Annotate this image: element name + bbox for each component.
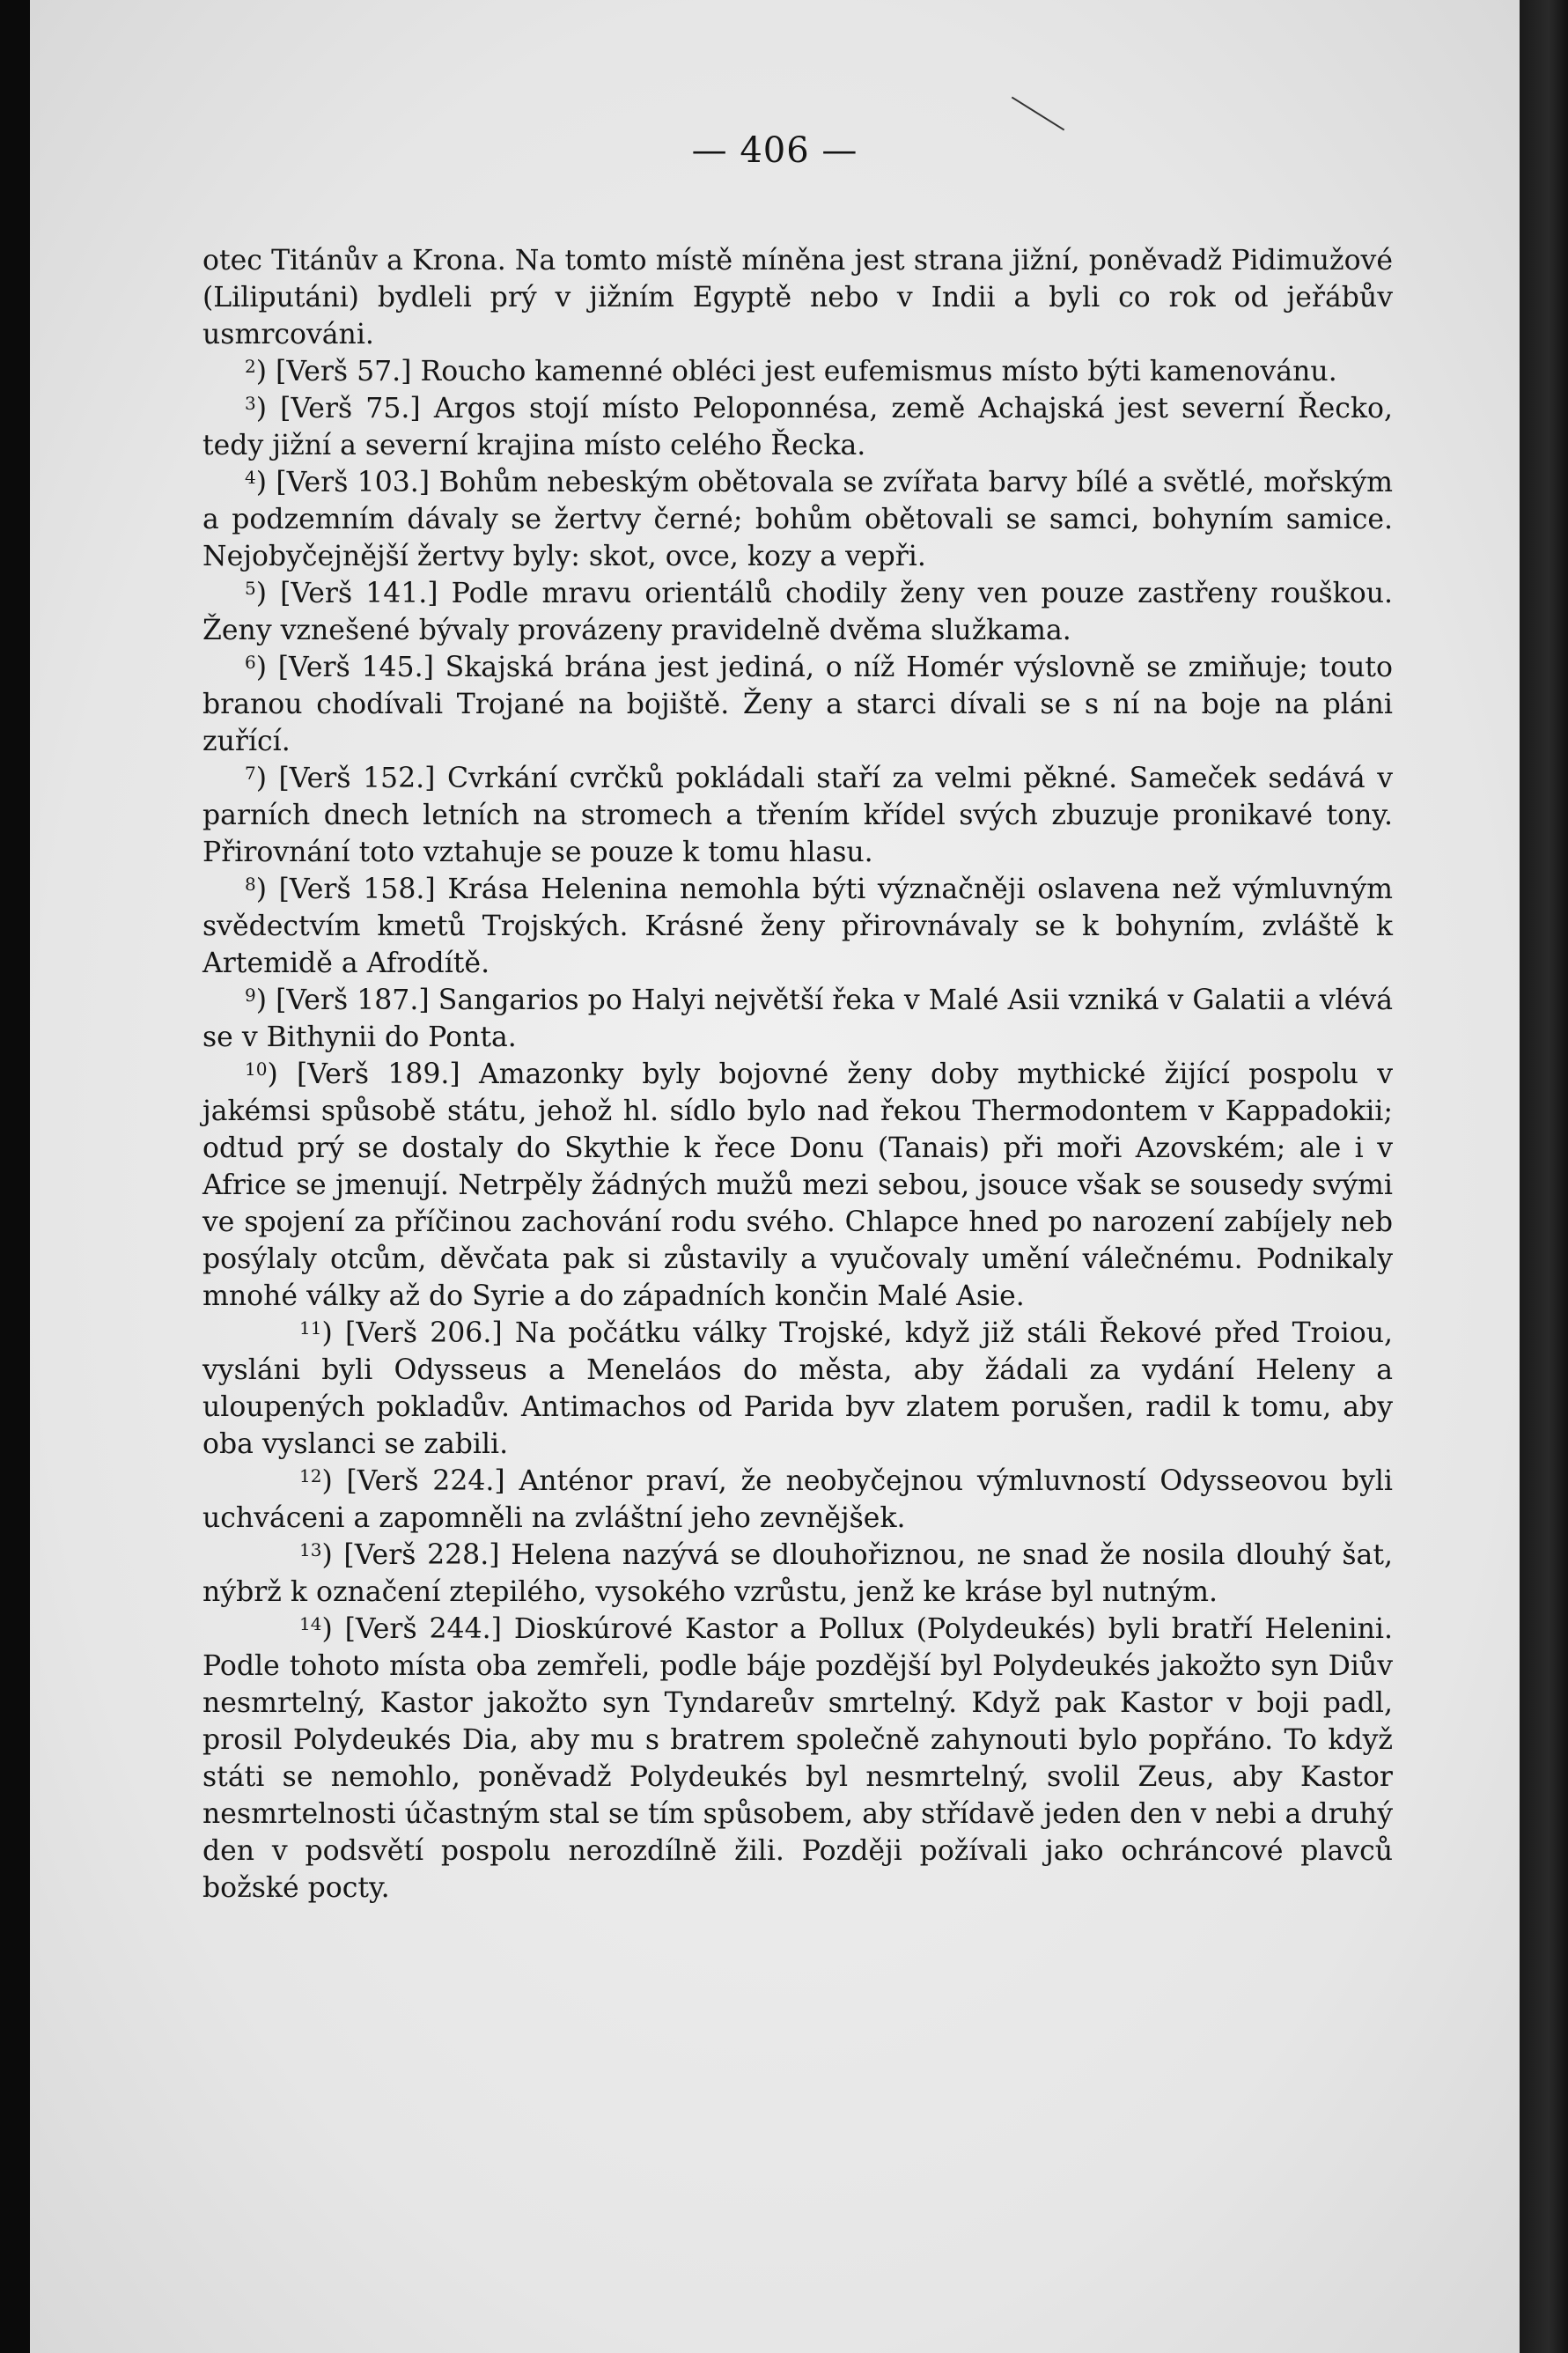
- scan-right-border: [1520, 0, 1568, 2353]
- footnote-text: Roucho kamenné obléci jest eufemismus místo býti kamenovánu.: [420, 356, 1337, 387]
- footnote-marker: 5: [245, 578, 256, 599]
- verse-ref: [Verš 103.]: [276, 467, 431, 498]
- footnote-10: $^{10}$) [Verš 189.] Amazonky byly bojovné ženy doby mythické žijící pospolu v jakémsi spůsobě státu, jehož hl. sídlo bylo nad řekou Thermodontem v Kappadokii; odtud prý se dostaly do Skythie k řece Donu (Tanais) při moři Azovském; ale i v Africe se jmenují. Netrpěly žádných mužů mezi sebou, jsouce však se sousedy svými ve spojení za příčinou zachování rodu svého. Chlapce hned po narození zabíjely neb posýlaly otcům, děvčata pak si zůstavily a vyučovaly umění válečnému. Podnikaly mnohé války až do Syrie a do západních končin Malé Asie.: [202, 1058, 1393, 1312]
- footnote-4: $^4$) [Verš 103.] Bohům nebeským obětovala se zvířata barvy bílé a světlé, mořským a podzemním dávaly se žertvy černé; bohům obětovali se samci, bohyním samice. Nejobyčejnější žertvy byly: skot, ovce, kozy a vepři.: [202, 467, 1393, 572]
- footnote-9: $^9$) [Verš 187.] Sangarios po Halyi největší řeka v Malé Asii vzniká v Galatii a vlévá se v Bithynii do Ponta.: [202, 985, 1393, 1053]
- footnote-text: Na počátku války Trojské, když již stáli Řekové před Troiou, vysláni byli Odysseus a Meneláos do města, aby žádali za vydání Heleny a uloupených pokladův. Antimachos od Parida byv zlatem porušen, radil k tomu, aby oba vyslanci se zabili.: [202, 1317, 1394, 1460]
- footnote-text: Podle mravu orientálů chodily ženy ven pouze zastřeny rouškou. Ženy vznešené bývaly provázeny pravidelně dvěma služkama.: [202, 578, 1394, 646]
- footnote-14: $^{14}$) [Verš 244.] Dioskúrové Kastor a Pollux (Polydeukés) byli bratří Helenini. Podle tohoto místa oba zemřeli, podle báje pozdější byl Polydeukés jakožto syn Diův nesmrtelný, Kastor jakožto syn Tyndareův smrtelný. Když pak Kastor v boji padl, prosil Polydeukés Dia, aby mu s bratrem společně zahynouti bylo popřáno. To když státi se nemohlo, poněvadž Polydeukés byl nesmrtelný, svolil Zeus, aby Kastor nesmrtelnosti účastným stal se tím spůsobem, aby střídavě jeden den v nebi a druhý den v podsvětí pospolu nerozdílně žili. Později požívali jako ochráncové plavců božské pocty.: [202, 1613, 1393, 1904]
- verse-ref: [Verš 152.]: [278, 763, 436, 794]
- footnote-8: $^8$) [Verš 158.] Krása Helenina nemohla býti význačněji oslavena než výmluvným svědectvím kmetů Trojských. Krásné ženy přirovnávaly se k bohyním, zvláště k Artemidě a Afrodítě.: [202, 874, 1394, 979]
- verse-ref: [Verš 206.]: [344, 1317, 503, 1349]
- footnote-marker: 8: [245, 874, 256, 895]
- footnote-13: $^{13}$) [Verš 228.] Helena nazývá se dlouhořiznou, ne snad že nosila dlouhý šat, nýbrž k označení ztepilého, vysokého vzrůstu, jenž ke kráse byl nutným.: [202, 1539, 1393, 1608]
- book-page: [30, 0, 1520, 2353]
- verse-ref: [Verš 158.]: [278, 874, 436, 905]
- footnote-6: $^6$) [Verš 145.] Skajská brána jest jediná, o níž Homér výslovně se zmiňuje; touto branou chodívali Trojané na bojiště. Ženy a starci dívali se s ní na boje na pláni zuřící.: [202, 652, 1393, 757]
- footnote-3: $^3$) [Verš 75.] Argos stojí místo Peloponnésa, země Achajská jest severní Řecko, tedy jižní a severní krajina místo celého Řecka.: [202, 393, 1393, 461]
- footnote-text: Cvrkání cvrčků pokládali staří za velmi pěkné. Sameček sedává v parních dnech letních na stromech a třením křídel svých zbuzuje pronikavé tony. Přirovnání toto vztahuje se pouze k tomu hlasu.: [202, 763, 1393, 868]
- scan-left-border: [0, 0, 30, 2353]
- footnote-marker: 12: [299, 1465, 322, 1486]
- footnote-text: Helena nazývá se dlouhořiznou, ne snad že nosila dlouhý šat, nýbrž k označení ztepilého, vysokého vzrůstu, jenž ke kráse byl nutným.: [202, 1539, 1393, 1608]
- page-text: [202, 242, 1393, 1907]
- footnote-5: $^5$) [Verš 141.] Podle mravu orientálů chodily ženy ven pouze zastřeny rouškou. Ženy vznešené bývaly provázeny pravidelně dvěma služkama.: [202, 578, 1394, 646]
- footnote-text: Dioskúrové Kastor a Pollux (Polydeukés) byli bratří Helenini. Podle tohoto místa oba zemřeli, podle báje pozdější byl Polydeukés jakožto syn Diův nesmrtelný, Kastor jakožto syn Tyndareův smrtelný. Když pak Kastor v boji padl, prosil Polydeukés Dia, aby mu s bratrem společně zahynouti bylo popřáno. To když státi se nemohlo, poněvadž Polydeukés byl nesmrtelný, svolil Zeus, aby Kastor nesmrtelnosti účastným stal se tím spůsobem, aby střídavě jeden den v nebi a druhý den v podsvětí pospolu nerozdílně žili. Později požívali jako ochráncové plavců božské pocty.: [202, 1613, 1393, 1904]
- verse-ref: [Verš 187.]: [276, 985, 430, 1016]
- footnote-marker: 13: [299, 1539, 322, 1560]
- verse-ref: [Verš 244.]: [344, 1613, 502, 1645]
- page-number: — 406 —: [691, 130, 858, 171]
- footnote-marker: 14: [299, 1613, 322, 1634]
- verse-ref: [Verš 224.]: [346, 1465, 505, 1497]
- footnote-text: Krása Helenina nemohla býti význačněji oslavena než výmluvným svědectvím kmetů Trojských. Krásné ženy přirovnávaly se k bohyním, zvláště k Artemidě a Afrodítě.: [202, 874, 1394, 979]
- ink-mark: [1012, 97, 1064, 131]
- footnote-text: Bohům nebeským obětovala se zvířata barvy bílé a světlé, mořským a podzemním dávaly se žertvy černé; bohům obětovali se samci, bohyním samice. Nejobyčejnější žertvy byly: skot, ovce, kozy a vepři.: [202, 467, 1393, 572]
- verse-ref: [Verš 57.]: [276, 356, 412, 387]
- footnote-marker: 6: [245, 652, 256, 673]
- footnote-text: Anténor praví, že neobyčejnou výmluvností Odysseovou byli uchváceni a zapomněli na zvláštní jeho zevnějšek.: [202, 1465, 1394, 1534]
- footnote-marker: 10: [245, 1058, 268, 1080]
- footnote-text: Skajská brána jest jediná, o níž Homér výslovně se zmiňuje; touto branou chodívali Trojané na bojiště. Ženy a starci dívali se s ní na boje na pláni zuřící.: [202, 652, 1393, 757]
- footnote-marker: 11: [299, 1317, 322, 1339]
- footnote-marker: 7: [245, 763, 256, 784]
- footnote-text: Sangarios po Halyi největší řeka v Malé Asii vzniká v Galatii a vlévá se v Bithynii do Ponta.: [202, 985, 1393, 1053]
- paragraph-continuation: [202, 242, 1393, 353]
- footnote-marker: 2: [245, 356, 256, 377]
- verse-ref: [Verš 75.]: [280, 393, 421, 424]
- footnote-text: Amazonky byly bojovné ženy doby mythické žijící pospolu v jakémsi spůsobě státu, jehož hl. sídlo bylo nad řekou Thermodontem v Kappadokii; odtud prý se dostaly do Skythie k řece Donu (Tanais) při moři Azovském; ale i v Africe se jmenují. Netrpěly žádných mužů mezi sebou, jsouce však se sousedy svými ve spojení za příčinou zachování rodu svého. Chlapce hned po narození zabíjely neb posýlaly otcům, děvčata pak si zůstavily a vyučovaly umění válečnému. Podnikaly mnohé války až do Syrie a do západních končin Malé Asie.: [202, 1058, 1393, 1312]
- footnote-7: $^7$) [Verš 152.] Cvrkání cvrčků pokládali staří za velmi pěkné. Sameček sedává v parních dnech letních na stromech a třením křídel svých zbuzuje pronikavé tony. Přirovnání toto vztahuje se pouze k tomu hlasu.: [202, 763, 1393, 868]
- verse-ref: [Verš 228.]: [343, 1539, 500, 1571]
- footnote-2: $^2$) [Verš 57.] Roucho kamenné obléci jest eufemismus místo býti kamenovánu.: [245, 356, 1337, 387]
- footnote-marker: 4: [245, 467, 256, 488]
- verse-ref: [Verš 141.]: [280, 578, 438, 609]
- footnote-marker: 9: [245, 985, 256, 1006]
- footnote-marker: 3: [245, 393, 256, 414]
- verse-ref: [Verš 189.]: [297, 1058, 460, 1090]
- paragraph-text: otec Titánův a Krona. Na tomto místě míněna jest strana jižní, poněvadž Pidimužové (Liliputáni) bydleli prý v jižním Egyptě nebo v Indii a byli co rok od jeřábův usmrcováni.: [202, 245, 1393, 350]
- footnote-12: $^{12}$) [Verš 224.] Anténor praví, že neobyčejnou výmluvností Odysseovou byli uchváceni a zapomněli na zvláštní jeho zevnějšek.: [202, 1465, 1394, 1534]
- verse-ref: [Verš 145.]: [277, 652, 434, 683]
- footnote-text: Argos stojí místo Peloponnésa, země Achajská jest severní Řecko, tedy jižní a severní krajina místo celého Řecka.: [202, 393, 1393, 461]
- footnote-11: $^{11}$) [Verš 206.] Na počátku války Trojské, když již stáli Řekové před Troiou, vysláni byli Odysseus a Meneláos do města, aby žádali za vydání Heleny a uloupených pokladův. Antimachos od Parida byv zlatem porušen, radil k tomu, aby oba vyslanci se zabili.: [202, 1317, 1394, 1460]
